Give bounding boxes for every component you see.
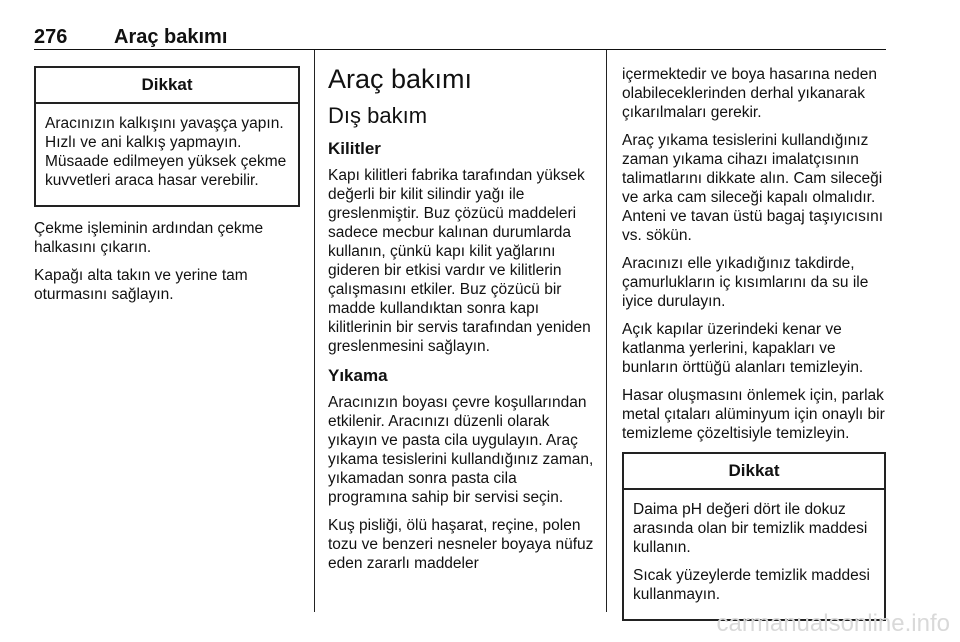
paragraph: Kapağı alta takın ve yerine tam oturmasını sağlayın. — [34, 267, 248, 303]
column-middle — [328, 62, 596, 582]
notice-text: Daima pH değeri dört ile dokuz arasında olan bir temizlik maddesi kullanın. — [633, 501, 868, 556]
paragraph: Aracınızı elle yıkadığınız takdirde, çamurlukların iç kısımlarını da su ile iyice durulayın. — [622, 255, 869, 310]
column-divider-right — [606, 50, 607, 612]
paragraph: içermektedir ve boya hasarına neden olabileceklerinden derhal yıkanarak çıkarılmaları gerekir. — [622, 66, 878, 121]
paragraph: Kuş pisliği, ölü haşarat, reçine, polen tozu ve benzeri nesneler boyaya nüfuz eden zararlı maddeler — [328, 517, 594, 572]
paragraph: Hasar oluşmasını önlemek için, parlak metal çıtaları alüminyum için onaylı bir temizleme çözeltisiyle temizleyin. — [622, 387, 885, 442]
notice-text: Aracınızın kalkışını yavaşça yapın. Hızlı ve ani kalkış yapmayın. Müsaade edilmeyen yüksek çekme kuvvetleri araca hasar verebilir. — [45, 115, 287, 189]
page-header — [34, 18, 886, 50]
chapter-heading: Araç bakımı — [328, 64, 473, 94]
watermark: carmanualsonline.info — [716, 610, 950, 637]
subsection-heading-yikama: Yıkama — [328, 366, 388, 385]
subsection-heading-kilitler: Kilitler — [328, 139, 381, 158]
header-rule — [34, 49, 886, 50]
column-right — [622, 65, 888, 621]
notice-box-towing — [34, 66, 300, 207]
paragraph: Aracınızın boyası çevre koşullarından etkilenir. Aracınızı düzenli olarak yıkayın ve pasta cila uygulayın. Araç yıkama tesislerini kullandığınız zaman, yıkamadan sonra pasta cila programına sahip bir servisi seçin. — [328, 394, 594, 506]
notice-box-cleaning — [622, 452, 886, 621]
notice-text: Sıcak yüzeylerde temizlik maddesi kullanmayın. — [633, 567, 870, 603]
paragraph: Araç yıkama tesislerini kullandığınız zaman yıkama cihazı imalatçısının talimatlarını dikkate alın. Cam sileceği ve arka cam sileceği kapalı olmalıdır. Anteni ve tavan üstü bagaj taşıyıcısını vs. sökün. — [622, 132, 884, 244]
paragraph: Çekme işleminin ardından çekme halkasını çıkarın. — [34, 220, 264, 256]
page-number: 276 — [34, 26, 68, 48]
notice-title: Dikkat — [36, 68, 298, 104]
paragraph: Kapı kilitleri fabrika tarafından yüksek değerli bir kilit silindir yağı ile greslenmiştir. Buz çözücü maddeleri sadece mecbur kalınan durumlarda kullanın, çünkü kapı kilit yağlarını gideren bir etkisi vardır ve kilitlerin çalışmasını etkiler. Buz çözücü bir madde kullandıktan sonra kapı kilitlerinin bir servis tarafından yeniden greslenmesini sağlayın. — [328, 167, 591, 355]
notice-body — [36, 104, 298, 205]
column-left — [34, 66, 302, 313]
column-divider-left — [314, 50, 315, 612]
running-title: Araç bakımı — [114, 26, 228, 48]
section-heading: Dış bakım — [328, 103, 428, 128]
notice-body — [624, 490, 884, 619]
notice-title: Dikkat — [624, 454, 884, 490]
paragraph: Açık kapılar üzerindeki kenar ve katlanma yerlerini, kapakları ve bunların örttüğü alanları temizleyin. — [622, 321, 864, 376]
